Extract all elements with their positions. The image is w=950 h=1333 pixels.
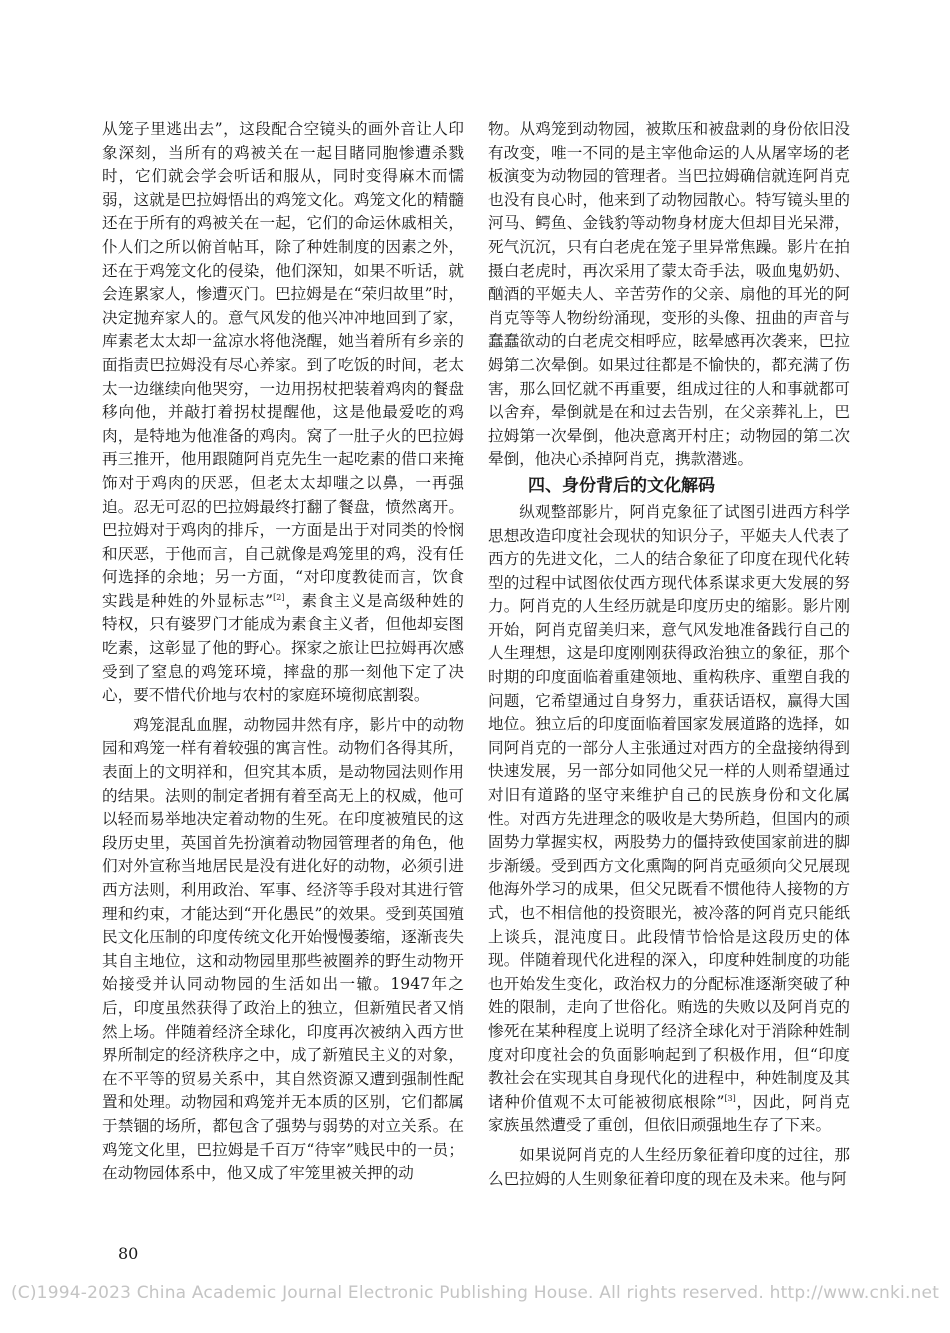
paragraph: 物。从鸡笼到动物园，被欺压和被盘剥的身份依旧没有改变，唯一不同的是主宰他命运的人从屠宰场的老板演变为动物园的管理者。当巴拉姆确信就连阿肖克也没有良心时，他来到了动物园散心。特写镜头里的河马、鳄鱼、金钱豹等动物身材庞大但却目光呆滞，死气沉沉，只有白老虎在笼子里异常焦躁。影片在拍摄白老虎时，再次采用了蒙太奇手法，吸血鬼奶奶、酗酒的平姬夫人、辛苦劳作的父亲、扇他的耳光的阿肖克等等人物纷纷涌现，变形的头像、扭曲的声音与蠢蠢欲动的白老虎交相呼应，眩晕感再次袭来，巴拉姆第二次晕倒。如果过往都是不愉快的，都充满了伤害，那么回忆就不再重要，组成过往的人和事就都可以舍弃，晕倒就是在和过去告别，在父亲葬礼上，巴拉姆第一次晕倒，他决意离开村庄；动物园的第二次晕倒，他决心杀掉阿肖克，携款潜逃。 bbox=[488, 120, 850, 469]
paragraph-text: 从笼子里逃出去”，这段配合空镜头的画外音让人印象深刻，当所有的鸡被关在一起目睹同胞惨遭杀戮时，它们就会学会听话和服从，同时变得麻木而懦弱，这就是巴拉姆悟出的鸡笼文化。鸡笼文化的精髓还在于所有的鸡被关在一起，它们的命运休戚相关，仆人们之所以俯首帖耳，除了种姓制度的因素之外，还在于鸡笼文化的侵染，他们深知，如果不听话，就会连累家人，惨遭灭门。巴拉姆是在“荣归故里”时，决定抛弃家人的。意气风发的他兴冲冲地回到了家，库素老太太却一盆凉水将他浇醒，她当着所有乡亲的面指责巴拉姆没有尽心养家。到了吃饭的时间，老太太一边继续向他哭穷，一边用拐杖把装着鸡肉的餐盘移向他，并敲打着拐杖提醒他，这是他最爱吃的鸡肉，是特地为他准备的鸡肉。窝了一肚子火的巴拉姆再三推开，他用跟随阿肖克先生一起吃素的借口来掩饰对于鸡肉的厌恶，但老太太却嗤之以鼻，一再强迫。忍无可忍的巴拉姆最终打翻了餐盘，愤然离开。巴拉姆对于鸡肉的排斥，一方面是出于对同类的怜悯和厌恶，于他而言，自己就像是鸡笼里的鸡，没有任何选择的余地；另一方面，“对印度教徒而言，饮食实践是种姓的外显标志” bbox=[102, 120, 464, 610]
paragraph: 鸡笼混乱血腥，动物园井然有序，影片中的动物园和鸡笼一样有着较强的寓言性。动物们各得其所，表面上的文明祥和，但究其本质，是动物园法则作用的结果。法则的制定者拥有着至高无上的权威，他可以轻而易举地决定着动物的生死。在印度被殖民的这段历史里，英国首先扮演着动物园管理者的角色，他们对外宣称当地居民是没有进化好的动物，必须引进西方法则，利用政治、军事、经济等手段对其进行管理和约束，才能达到“开化愚民”的效果。受到英国殖民文化压制的印度传统文化开始慢慢萎缩，逐渐丧失其自主地位，这和动物园里那些被圈养的野生动物开始接受并认同动物园的生活如出一辙。1947年之后，印度虽然获得了政治上的独立，但新殖民者又悄然上场。伴随着经济全球化，印度再次被纳入西方世界所制定的经济秩序之中，成了新殖民主义的对象，在不平等的贸易关系中，其自然资源又遭到强制性配置和处理。动物园和鸡笼并无本质的区别，它们都属于禁锢的场所，都包含了强势与弱势的对立关系。在鸡笼文化里，巴拉姆是千百万“待宰”贱民中的一员；在动物园体系中，他又成了牢笼里被关押的动 bbox=[102, 715, 464, 1183]
paragraph bbox=[488, 501, 850, 1138]
paragraph bbox=[102, 118, 464, 708]
paragraph: 如果说阿肖克的人生经历象征着印度的过往，那么巴拉姆的人生则象征着印度的现在及未来。他与阿 bbox=[488, 1145, 850, 1188]
paragraph-text: 纵观整部影片，阿肖克象征了试图引进西方科学思想改造印度社会现状的知识分子，平姬夫人代表了西方的先进文化，二人的结合象征了印度在现代化转型的过程中试图依仗西方现代体系谋求更大发展的努力。阿肖克的人生经历就是印度历史的缩影。影片刚开始，阿肖克留美归来，意气风发地准备践行自己的人生理想，这是印度刚刚获得政治独立的象征，那个时期的印度面临着重建领地、重构秩序、重塑自我的问题，它希望通过自身努力，重获话语权，赢得大国地位。独立后的印度面临着国家发展道路的选择，如同阿肖克的一部分人主张通过对西方的全盘接纳得到快速发展，另一部分如同他父兄一样的人则希望通过对旧有道路的坚守来维护自己的民族身份和文化属性。对西方先进理念的吸收是大势所趋，但国内的顽固势力掌握实权，两股势力的僵持致使国家前进的脚步渐缓。受到西方文化熏陶的阿肖克亟须向父兄展现他海外学习的成果，但父兄既看不惯他待人接物的方式，也不相信他的投资眼光，被冷落的阿肖克只能纸上谈兵，混沌度日。此段情节恰恰是这段历史的体现。伴随着现代化进程的深入，印度种姓制度的功能也开始发生变化，政治权力的分配标准逐渐突破了种姓的限制，走向了世俗化。贿选的失败以及阿肖克的惨死在某种程度上说明了经济全球化对于消除种姓制度对印度社会的负面影响起到了积极作用，但“印度教社会在实现其自身现代化的进程中，种姓制度及其诸种价值观不太可能被彻底根除” bbox=[488, 502, 850, 1111]
paragraph-text: ，因此，阿肖克家族虽然遭受了重创，但依旧顽强地生存了下来。 bbox=[488, 1092, 850, 1135]
copyright-footer: (C)1994-2023 China Academic Journal Electronic Publishing House. All rights reserved. http://www.cnki.net bbox=[10, 1283, 940, 1303]
citation-ref: [3] bbox=[724, 1093, 736, 1103]
section-heading: 四、身份背后的文化解码 bbox=[528, 475, 715, 496]
right-column bbox=[488, 118, 850, 1191]
page-number: 80 bbox=[118, 1244, 139, 1263]
left-column bbox=[102, 118, 464, 1186]
citation-ref: [2] bbox=[273, 592, 285, 602]
paragraph-text: ，素食主义是高级种姓的特权，只有婆罗门才能成为素食主义者，但他却妄图吃素，这彰显了他的野心。探家之旅让巴拉姆再次感受到了窒息的鸡笼环境，摔盘的那一刻他下定了决心，要不惜代价地与农村的家庭环境彻底割裂。 bbox=[102, 591, 464, 705]
